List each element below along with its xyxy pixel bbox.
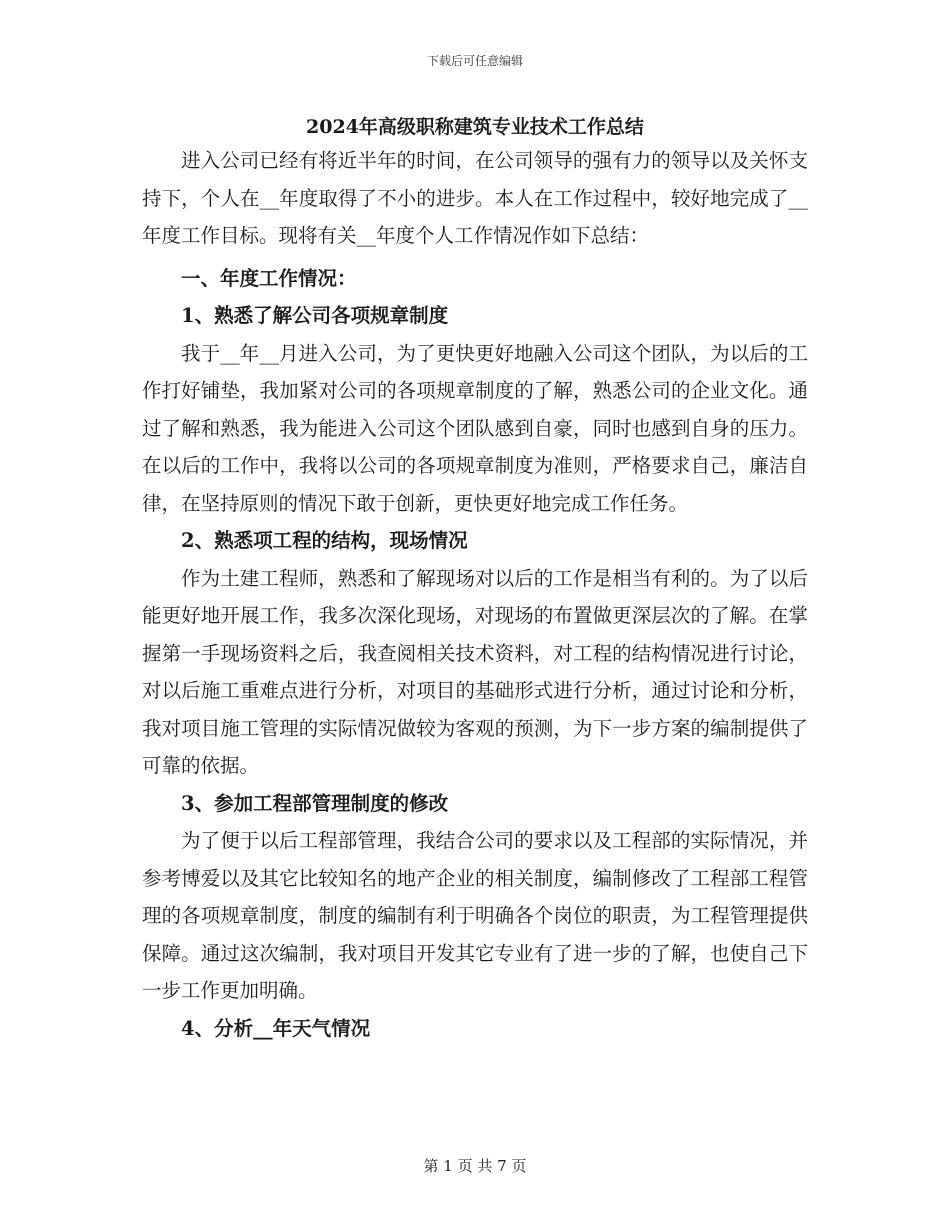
subheading-project-structure: 2、熟悉项工程的结构，现场情况	[181, 529, 468, 552]
page-footer-number: 第 1 页 共 7 页	[423, 1157, 527, 1175]
paragraph-project-structure: 作为土建工程师，熟悉和了解现场对以后的工作是相当有利的。为了以后能更好地开展工作，我多次深化现场，对现场的布置做更深层次的了解。在掌握第一手现场资料之后，我查阅相关技术资料，对工程的结构情况进行讨论，对以后施工重难点进行分析，对项目的基础形式进行分析，通过讨论和分析，我对项目施工管理的实际情况做较为客观的预测，为下一步方案的编制提供了可靠的依据。	[142, 566, 808, 777]
intro-paragraph: 进入公司已经有将近半年的时间，在公司领导的强有力的领导以及关怀支持下，个人在__年度取得了不小的进步。本人在工作过程中，较好地完成了__年度工作目标。现将有关__年度个人工作情况作如下总结：	[142, 149, 808, 247]
subheading-management-rules: 3、参加工程部管理制度的修改	[181, 791, 449, 815]
paragraph-management-rules: 为了便于以后工程部管理，我结合公司的要求以及工程部的实际情况，并参考博爱以及其它比较知名的地产企业的相关制度，编制修改了工程部工程管理的各项规章制度，制度的编制有利于明确各个岗位的职责，为工程管理提供保障。通过这次编制，我对项目开发其它专业有了进一步的了解，也使自己下一步工作更加明确。	[142, 829, 808, 1002]
subheading-company-rules: 1、熟悉了解公司各项规章制度	[181, 304, 449, 327]
subheading-weather-analysis: 4、分析__年天气情况	[181, 1016, 371, 1040]
document-title: 2024年高级职称建筑专业技术工作总结	[306, 116, 644, 138]
page-header-note: 下载后可任意编辑	[426, 54, 523, 68]
paragraph-company-rules: 我于__年__月进入公司，为了更快更好地融入公司这个团队，为以后的工作打好铺垫，我加紧对公司的各项规章制度的了解，熟悉公司的企业文化。通过了解和熟悉，我为能进入公司这个团队感到自豪，同时也感到自身的压力。在以后的工作中，我将以公司的各项规章制度为准则，严格要求自己，廉洁自律，在坚持原则的情况下敢于创新，更快更好地完成工作任务。	[142, 341, 808, 515]
section-heading-annual-work: 一、年度工作情况：	[181, 266, 357, 290]
document-body	[142, 112, 808, 1047]
